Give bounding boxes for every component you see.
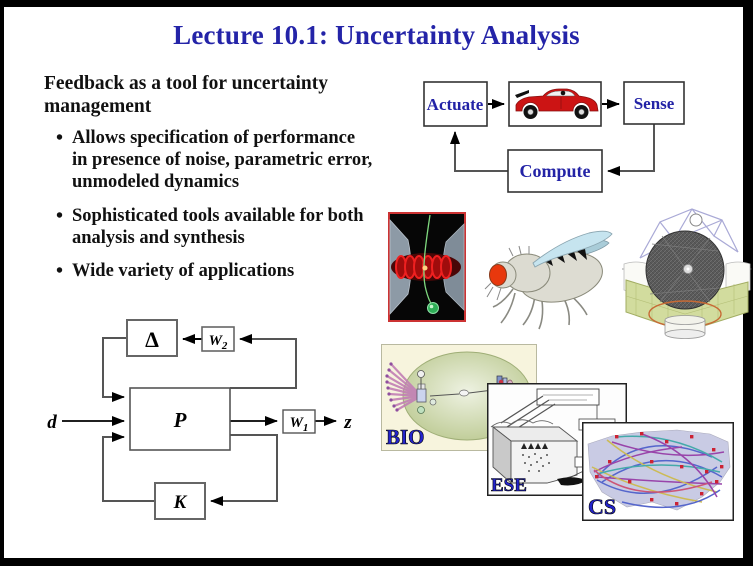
- cs-application-image: [582, 422, 734, 521]
- arrow-sense-to-compute: [608, 124, 654, 171]
- telescope-image: [622, 206, 752, 340]
- flagellar-motor: [417, 389, 426, 402]
- sense-label: Sense: [633, 94, 675, 113]
- signal-node: [418, 371, 425, 378]
- trap-spark: [423, 266, 428, 271]
- actuate-label: Actuate: [426, 95, 484, 114]
- bio-label: BIO: [386, 425, 425, 449]
- dish-center-dot: [687, 268, 690, 271]
- green-bead: [428, 303, 439, 314]
- w2-label: $W_2$: [208, 333, 228, 352]
- section-heading: Feedback as a tool for uncertainty management: [44, 73, 328, 117]
- delta-label: Δ: [145, 327, 159, 352]
- uncertainty-block-diagram: [40, 300, 385, 535]
- ese-top-box: [537, 389, 599, 405]
- input-d-label: d: [47, 412, 57, 433]
- bullet-list: [44, 127, 374, 282]
- fly-eye: [490, 265, 507, 286]
- arrow-delta-to-p: [103, 338, 127, 397]
- p-label: P: [173, 408, 187, 432]
- bullet-item: • Wide variety of applications: [58, 260, 374, 282]
- page-title: Lecture 10.1: Uncertainty Analysis: [173, 20, 580, 50]
- laser-trap-image: [388, 212, 466, 322]
- pier-cylinder: [665, 316, 705, 339]
- arrow-compute-to-actuate: [455, 132, 508, 171]
- output-z-label: z: [344, 412, 352, 433]
- cs-label: CS: [588, 494, 617, 519]
- bullet-item: • Allows specification of performance in presence of noise, parametric error, unmodeled dynamics: [58, 127, 374, 194]
- fruit-fly-image: [483, 203, 620, 335]
- feedback-loop-diagram: [410, 75, 702, 200]
- signal-node: [418, 407, 425, 414]
- compute-label: Compute: [519, 161, 591, 181]
- k-label: K: [173, 492, 187, 513]
- arrow-p-to-w2: [230, 339, 296, 388]
- pathway-node: [460, 390, 469, 396]
- frame-node: [690, 214, 702, 226]
- bullet-item: • Sophisticated tools available for both analysis and synthesis: [58, 205, 374, 249]
- w1-label: $W_1$: [289, 415, 309, 434]
- signal-node: [430, 399, 436, 405]
- bead-highlight: [430, 305, 434, 309]
- body-text-block: [44, 72, 379, 293]
- ese-label: ESE: [491, 475, 527, 496]
